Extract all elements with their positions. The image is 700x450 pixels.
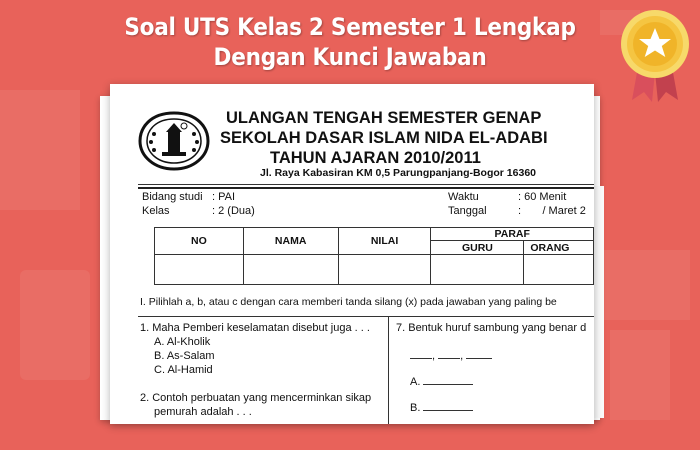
tanggal-label: Tanggal: [448, 205, 487, 217]
option-a-label: A.: [410, 376, 421, 388]
bg-decoration: [20, 270, 90, 380]
instruction-text: I. Pilihlah a, b, atau c dengan cara memberi tanda silang (x) pada jawaban yang paling be: [140, 296, 557, 308]
col-no: NO: [155, 228, 244, 255]
school-logo-icon: [138, 110, 210, 172]
kelas-value: : 2 (Dua): [212, 205, 255, 217]
tanggal-value: : / Maret 2: [518, 205, 586, 217]
option-c: C. Al-Hamid: [154, 364, 213, 376]
headline: [116, 12, 584, 72]
waktu-value: : 60 Menit: [518, 191, 567, 203]
exam-title: ULANGAN TENGAH SEMESTER GENAP: [226, 109, 542, 127]
option-b-row: [396, 401, 586, 415]
divider: [138, 187, 594, 189]
option-b-label: B.: [410, 402, 421, 414]
kelas-label: Kelas: [142, 205, 170, 217]
bg-decoration: [0, 90, 80, 210]
option-a-row: [396, 375, 586, 389]
waktu-label: Waktu: [448, 191, 479, 203]
headline-line-1: Soal UTS Kelas 2 Semester 1 Lengkap: [124, 13, 576, 41]
col-guru: GURU: [431, 241, 524, 255]
bg-decoration: [600, 250, 690, 320]
score-table: [154, 227, 594, 285]
bidang-value: : PAI: [212, 191, 236, 203]
info-left: [142, 190, 255, 218]
cell-blank[interactable]: [431, 255, 524, 285]
school-name: SEKOLAH DASAR ISLAM NIDA EL-ADABI: [220, 129, 548, 147]
school-address: Jl. Raya Kabasiran KM 0,5 Parungpanjang-Bogor 16360: [260, 167, 537, 179]
divider: [138, 184, 594, 185]
headline-line-2: Dengan Kunci Jawaban: [213, 43, 487, 71]
col-nilai: NILAI: [338, 228, 431, 255]
bidang-label: Bidang studi: [142, 191, 203, 203]
col-paraf: PARAF: [431, 228, 594, 241]
questions-right: [396, 321, 586, 415]
bg-decoration: [610, 330, 670, 420]
question-7: 7. Bentuk huruf sambung yang benar d: [396, 322, 587, 334]
questions-left: [140, 321, 371, 419]
question-2-line-2: pemurah adalah . . .: [154, 406, 252, 418]
option-a: A. Al-Kholik: [154, 336, 211, 348]
school-header: [220, 108, 580, 168]
question-2-line-1: 2. Contoh perbuatan yang mencerminkan sikap: [140, 392, 372, 404]
info-right: [448, 190, 586, 218]
col-orang: ORANG: [524, 241, 594, 255]
cell-blank[interactable]: [338, 255, 431, 285]
column-divider: [388, 316, 389, 424]
option-b: B. As-Salam: [154, 350, 215, 362]
answer-blanks: , ,: [396, 349, 586, 363]
cell-blank[interactable]: [155, 255, 244, 285]
star-badge-icon: [618, 8, 692, 104]
cell-blank[interactable]: [243, 255, 338, 285]
question-1: 1. Maha Pemberi keselamatan disebut juga . . .: [140, 322, 370, 334]
cell-blank[interactable]: [524, 255, 594, 285]
col-nama: NAMA: [243, 228, 338, 255]
exam-paper: [110, 84, 594, 424]
academic-year: TAHUN AJARAN 2010/2011: [270, 149, 481, 167]
